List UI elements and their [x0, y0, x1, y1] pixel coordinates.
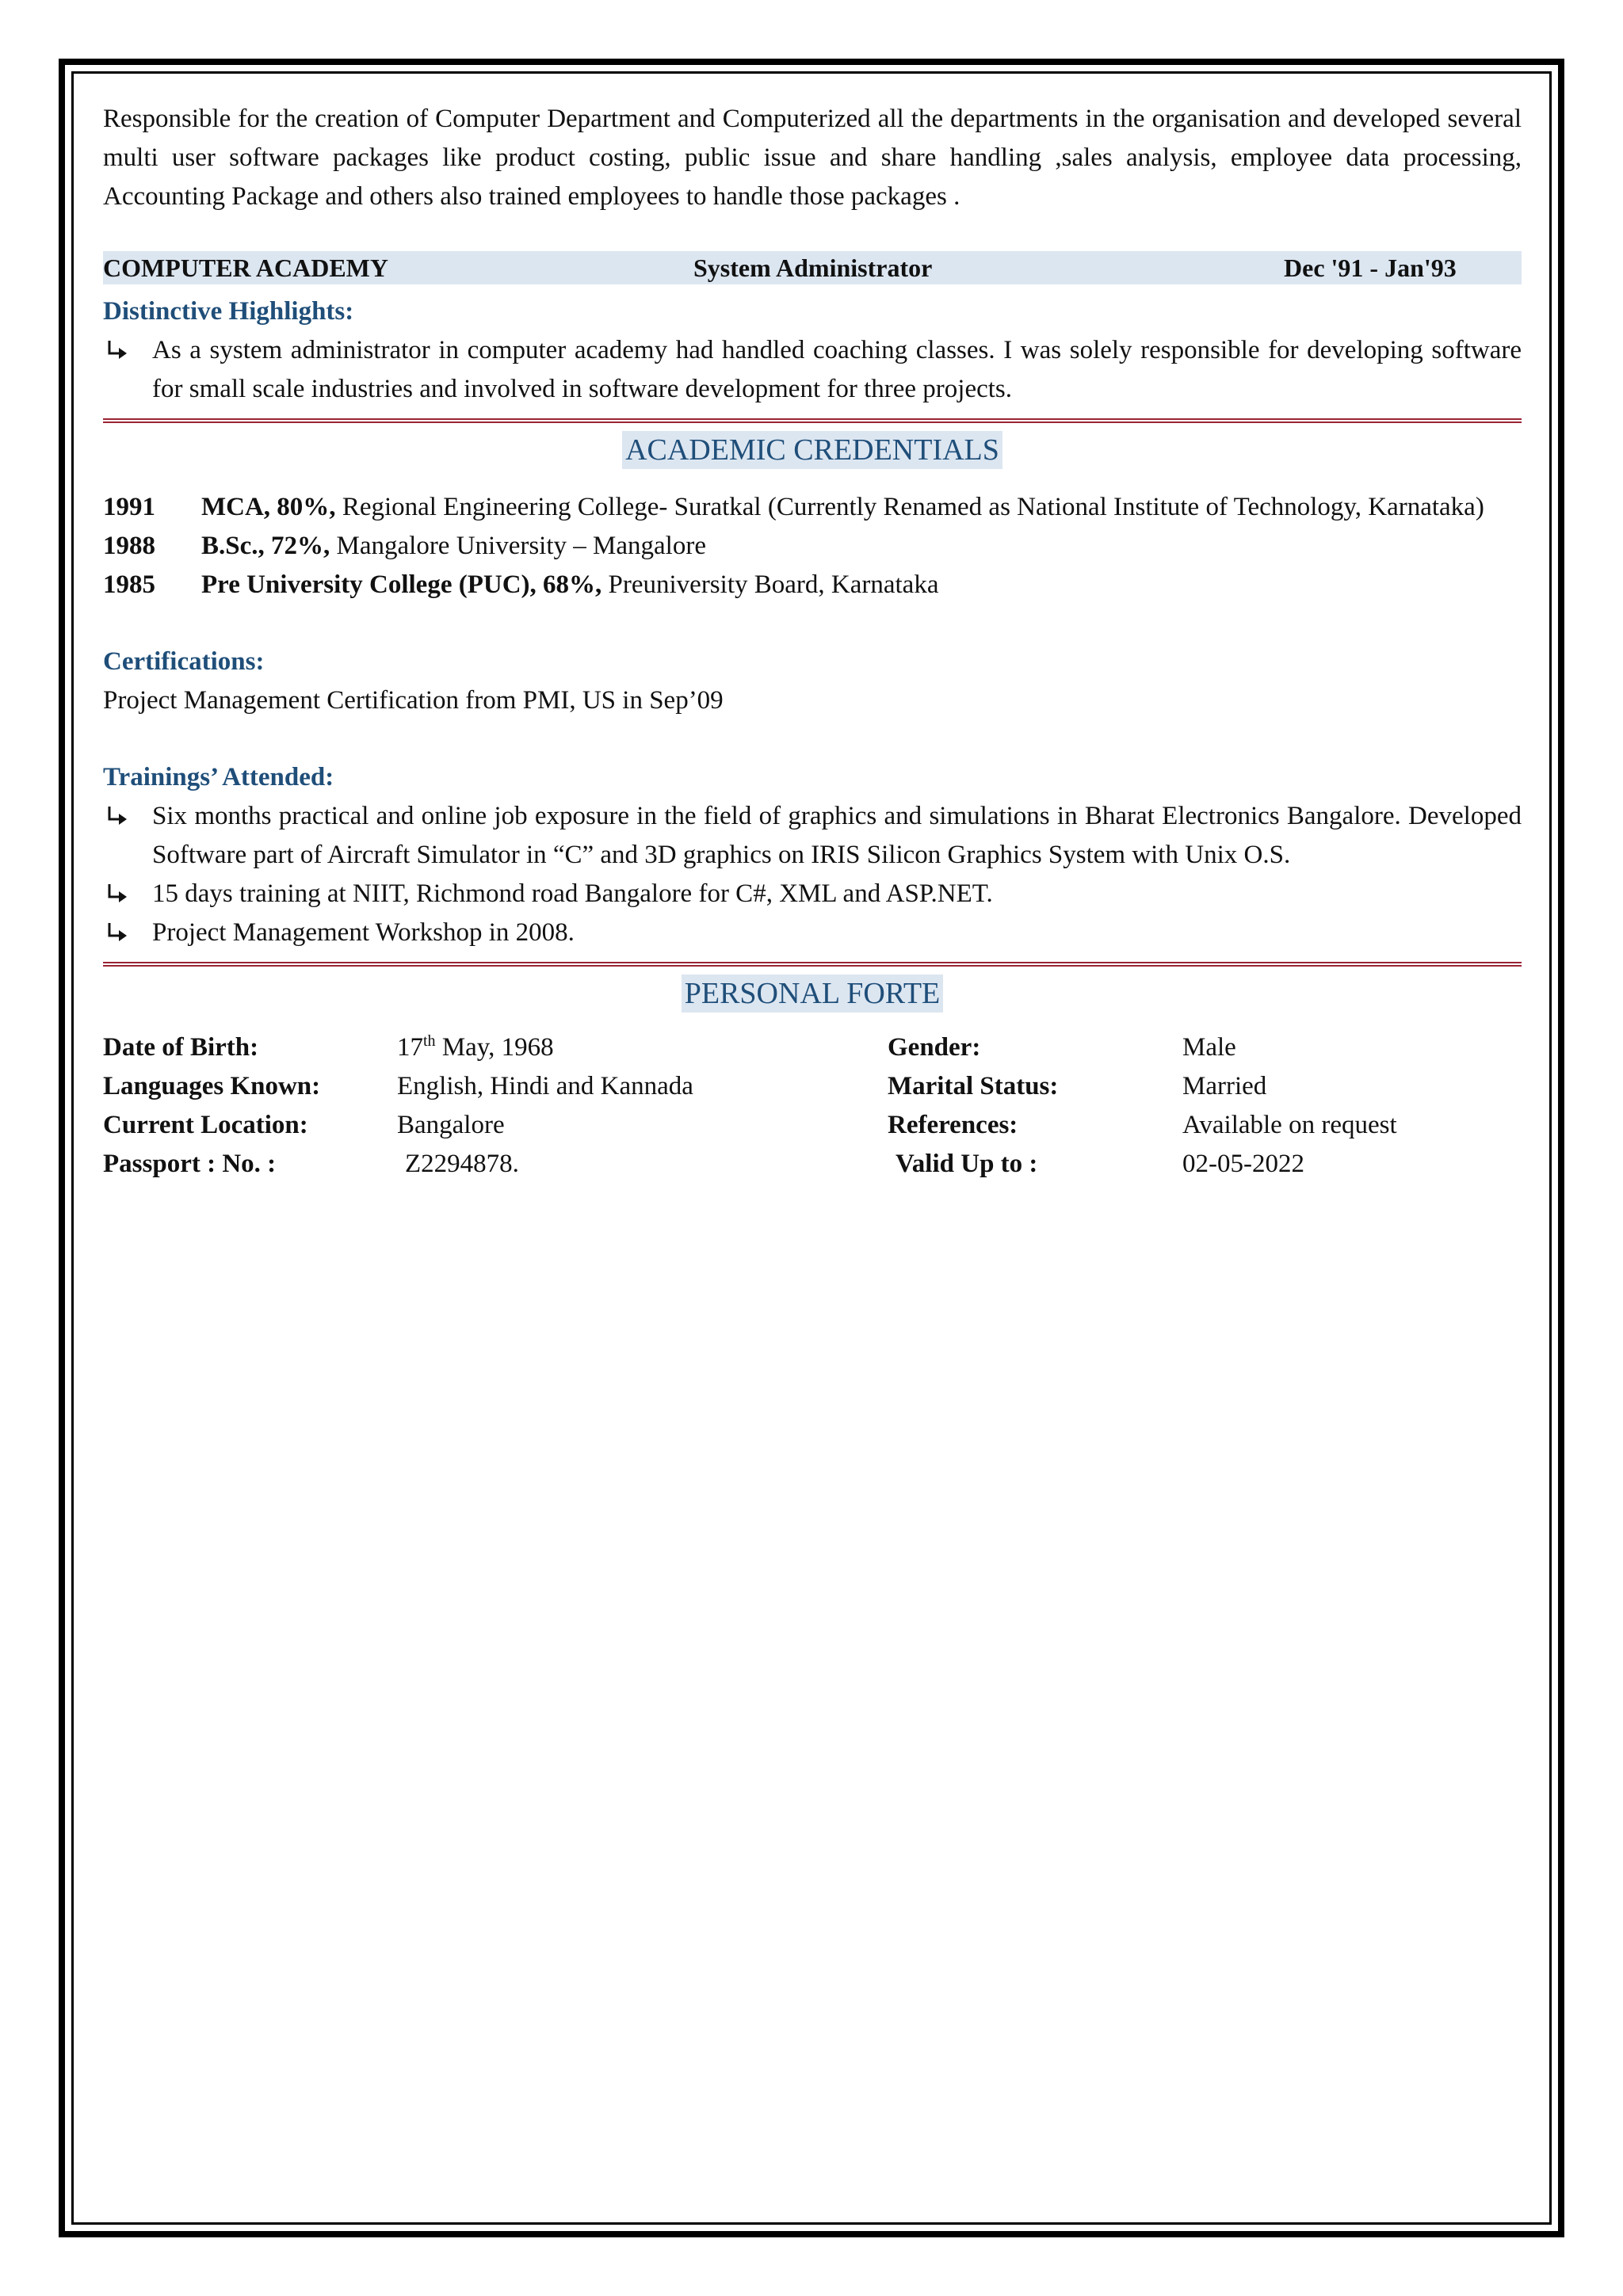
list-item	[103, 875, 1522, 913]
location-label: Current Location:	[103, 1111, 308, 1139]
dob-label: Date of Birth:	[103, 1033, 259, 1062]
personal-title: PERSONAL FORTE	[682, 974, 944, 1013]
list-item	[103, 797, 1522, 875]
edu-year: 1991	[103, 493, 155, 521]
list-item	[103, 527, 1522, 566]
highlight-text: As a system administrator in computer academy had handled coaching classes. I was solely responsible for developing software for small scale industries and involved in software development for three projects.	[152, 336, 1522, 403]
personal-details	[103, 1028, 1522, 1187]
gender-value: Male	[1182, 1033, 1236, 1062]
arrow-bullet-icon	[103, 875, 135, 913]
dob-suffix: th	[423, 1032, 436, 1050]
edu-details	[201, 488, 1522, 527]
dob-rest: May, 1968	[435, 1033, 554, 1062]
languages-label: Languages Known:	[103, 1072, 321, 1100]
personal-row	[103, 1067, 1522, 1106]
edu-year: 1988	[103, 532, 155, 560]
edu-institution: Mangalore University – Mangalore	[330, 532, 706, 560]
valid-label: Valid Up to :	[896, 1150, 1038, 1178]
job-role: System Administrator	[693, 254, 933, 282]
references-label: References:	[888, 1111, 1018, 1139]
list-item	[103, 488, 1522, 527]
list-item	[103, 566, 1522, 605]
certifications-text: Project Management Certification from PMI, US in Sep’09	[103, 686, 724, 715]
personal-section-title	[103, 974, 1522, 1014]
resume-page	[103, 100, 1522, 1187]
marital-label: Marital Status:	[888, 1072, 1059, 1100]
edu-degree: B.Sc., 72%,	[201, 532, 330, 560]
training-text: Project Management Workshop in 2008.	[152, 918, 575, 947]
trainings-heading: Trainings’ Attended:	[103, 763, 334, 791]
edu-institution: Preuniversity Board, Karnataka	[601, 570, 939, 599]
marital-value: Married	[1182, 1072, 1267, 1100]
list-item	[103, 331, 1522, 409]
academic-list	[103, 488, 1522, 605]
certifications-heading: Certifications:	[103, 647, 265, 676]
intro-paragraph: Responsible for the creation of Computer Department and Computerized all the departments in the organisation and developed several multi user software packages like product costing, public issue and share handling ,sales analysis, employee data processing, Accounting Package and others also trained employees to handle those packages .	[103, 105, 1522, 211]
arrow-bullet-icon	[103, 797, 135, 836]
valid-value: 02-05-2022	[1182, 1150, 1304, 1178]
job-company: COMPUTER ACADEMY	[103, 254, 388, 282]
location-value: Bangalore	[397, 1111, 505, 1139]
trainings-list	[103, 797, 1522, 952]
personal-row	[103, 1106, 1522, 1145]
gender-label: Gender:	[888, 1033, 981, 1062]
training-text: Six months practical and online job exposure in the field of graphics and simulations in Bharat Electronics Bangalore. Developed Software part of Aircraft Simulator in “C” and 3D graphics on IRIS Silicon Graphics System with Unix O.S.	[152, 802, 1522, 869]
job-header-bar	[103, 251, 1522, 284]
academic-title: ACADEMIC CREDENTIALS	[622, 431, 1002, 469]
highlights-heading: Distinctive Highlights:	[103, 297, 354, 326]
edu-degree: MCA, 80%,	[201, 493, 336, 521]
dob-day: 17	[397, 1033, 423, 1062]
edu-degree: Pre University College (PUC), 68%,	[201, 570, 602, 599]
edu-details	[201, 527, 1522, 566]
edu-details	[201, 566, 1522, 605]
job-period: Dec '91 - Jan'93	[1284, 254, 1457, 282]
list-item	[103, 913, 1522, 952]
edu-institution: Regional Engineering College- Suratkal (Currently Renamed as National Institute of Technology, Karnataka)	[335, 493, 1484, 521]
personal-row	[103, 1028, 1522, 1067]
arrow-bullet-icon	[103, 913, 135, 952]
passport-value: Z2294878.	[405, 1150, 519, 1178]
highlights-list	[103, 331, 1522, 409]
arrow-bullet-icon	[103, 331, 135, 370]
academic-section-title	[103, 431, 1522, 471]
personal-row	[103, 1145, 1522, 1184]
section-divider	[103, 418, 1522, 423]
edu-year: 1985	[103, 570, 155, 599]
languages-value: English, Hindi and Kannada	[397, 1072, 693, 1100]
references-value: Available on request	[1182, 1111, 1397, 1139]
training-text: 15 days training at NIIT, Richmond road Bangalore for C#, XML and ASP.NET.	[152, 879, 993, 908]
dob-value	[397, 1028, 554, 1067]
section-divider	[103, 962, 1522, 967]
passport-label: Passport : No. :	[103, 1150, 277, 1178]
